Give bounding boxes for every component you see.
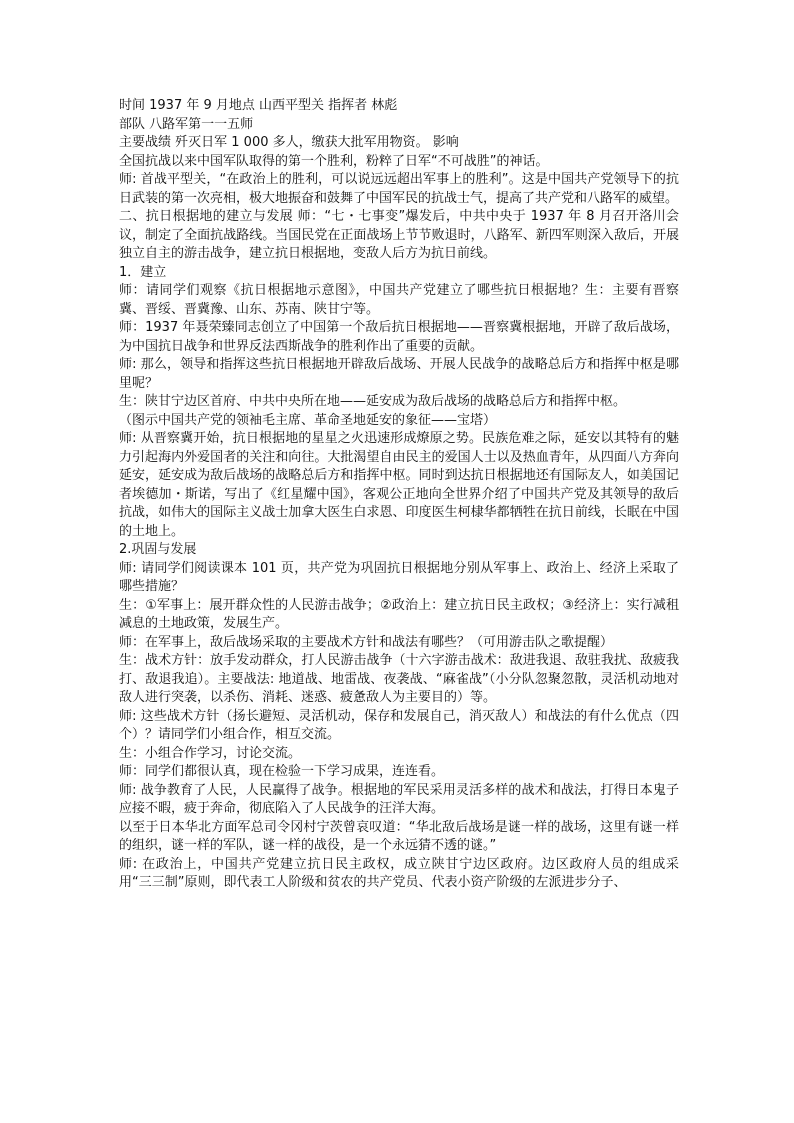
paragraph-battle-result: 主要战绩 歼灭日军 1 000 多人，缴获大批军用物资。 影响 [119,135,459,150]
paragraph-army-unit: 部队 八路军第一一五师 [119,116,254,132]
paragraph-read-textbook: 师: 请同学们阅读课本 101 页，共产党为巩固抗日根据地分别从军事上、政治上、经济上采取了哪些措施？ [119,560,679,594]
paragraph-politics: 师: 在政治上，中国共产党建立抗日民主政权，成立陕甘宁边区政府。边区政府人员的组成采用“三三制”原则，即代表工人阶级和贫农的共产党员、代表小资产阶级的左派进步分子、 [119,856,679,890]
paragraph-image-note: （图示中国共产党的领袖毛主席、革命圣地延安的象征——宝塔） [119,412,497,428]
paragraph-tactics-answer: 生：战术方针：放手发动群众，打人民游击战争（十六字游击战术：敌进我退、敌驻我扰、敌疲我打、敌退我追）。主要战法: 地道战、地雷战、夜袭战、“麻雀战”（小分队忽聚忽散，灵活机动地对敌人进行突袭，以杀伤、消耗、迷惑、疲惫敌人为主要目的）等。 [119,653,679,705]
heading-establish: 1．建立 [119,264,167,280]
paragraph-question-center: 师: 那么，领导和指挥这些抗日根据地开辟敌后战场、开展人民战争的战略总后方和指挥中枢是哪里呢？ [119,357,679,391]
paragraph-battle-impact: 全国抗战以来中国军队取得的第一个胜利，粉粹了日军“不可战胜”的神话。 [119,153,549,169]
paragraph-battle-info: 时间 1937 年 9 月地点 山西平型关 指挥者 林彪 [119,98,398,113]
paragraph-tactics-question: 师：在军事上，敌后战场采取的主要战术方针和战法有哪些？（可用游击队之歌提醒） [119,634,614,650]
paragraph-check-results: 师：同学们都很认真，现在检验一下学习成果，连连看。 [119,764,445,779]
paragraph-answer-yanan: 生：陕甘宁边区首府、中共中央所在地——延安成为敌后战场的战略总后方和指挥中枢。 [119,394,627,409]
paragraph-bases-map: 师：请同学们观察《抗日根据地示意图》，中国共产党建立了哪些抗日根据地？生：主要有晋察冀、晋绥、晋冀豫、山东、苏南、陕甘宁等。 [119,283,679,317]
heading-consolidate: 2.巩固与发展 [119,542,197,557]
paragraph-teacher-pingxingguan: 师: 首战平型关，“在政治上的胜利，可以说远远超出军事上的胜利”。这是中国共产党领导下的抗日武装的第一次亮相，极大地振奋和鼓舞了中国军民的抗战士气，提高了共产党和八路军的威望。 [119,172,679,206]
paragraph-jinchaji: 师：1937 年聂荣臻同志创立了中国第一个敌后抗日根据地——晋察冀根据地，开辟了敌后战场，为中国抗日战争和世界反法西斯战争的胜利作出了重要的贡献。 [119,320,679,354]
paragraph-section-two: 二、抗日根据地的建立与发展 师：“七・七事变”爆发后，中共中央于 1937 年 8 月召开洛川会议，制定了全面抗战路线。当国民党在正面战场上节节败退时，八路军、新四军则深入敌后，开展独立自主的游击战争，建立抗日根据地，变敌人后方为抗日前线。 [119,209,679,261]
document-page [119,97,679,893]
paragraph-yanan-attraction: 师: 从晋察冀开始，抗日根据地的星星之火迅速形成燎原之势。民族危难之际，延安以其特有的魅力引起海内外爱国者的关注和向往。大批渴望自由民主的爱国人士以及热血青年，从四面八方奔向延安，延安成为敌后战场的战略总后方和指挥中枢。同时到达抗日根据地还有国际友人，如美国记者埃德加・斯诺，写出了《红星耀中国》，客观公正地向全世界介绍了中国共产党及其领导的敌后抗战，如伟大的国际主义战士加拿大医生白求恩、印度医生柯棣华都牺牲在抗日前线，长眠在中国的土地上。 [119,431,679,539]
paragraph-okamura-quote: 以至于日本华北方面军总司令冈村宁茨曾哀叹道：“华北敌后战场是谜一样的战场，这里有谜一样的组织，谜一样的军队，谜一样的战役，是一个永远猜不透的谜。” [119,819,679,853]
paragraph-measures: 生：①军事上：展开群众性的人民游击战争；②政治上：建立抗日民主政权；③经济上：实行减租减息的土地政策，发展生产。 [119,597,679,631]
paragraph-group-work: 生：小组合作学习，讨论交流。 [119,745,302,761]
paragraph-advantages: 师: 这些战术方针（扬长避短、灵活机动，保存和发展自己，消灭敌人）和战法的有什么优点（四个）？请同学们小组合作，相互交流。 [119,708,679,742]
paragraph-people-war: 师: 战争教育了人民，人民赢得了战争。根据地的军民采用灵活多样的战术和战法，打得日本鬼子应接不暇，疲于奔命，彻底陷入了人民战争的汪洋大海。 [119,782,679,816]
